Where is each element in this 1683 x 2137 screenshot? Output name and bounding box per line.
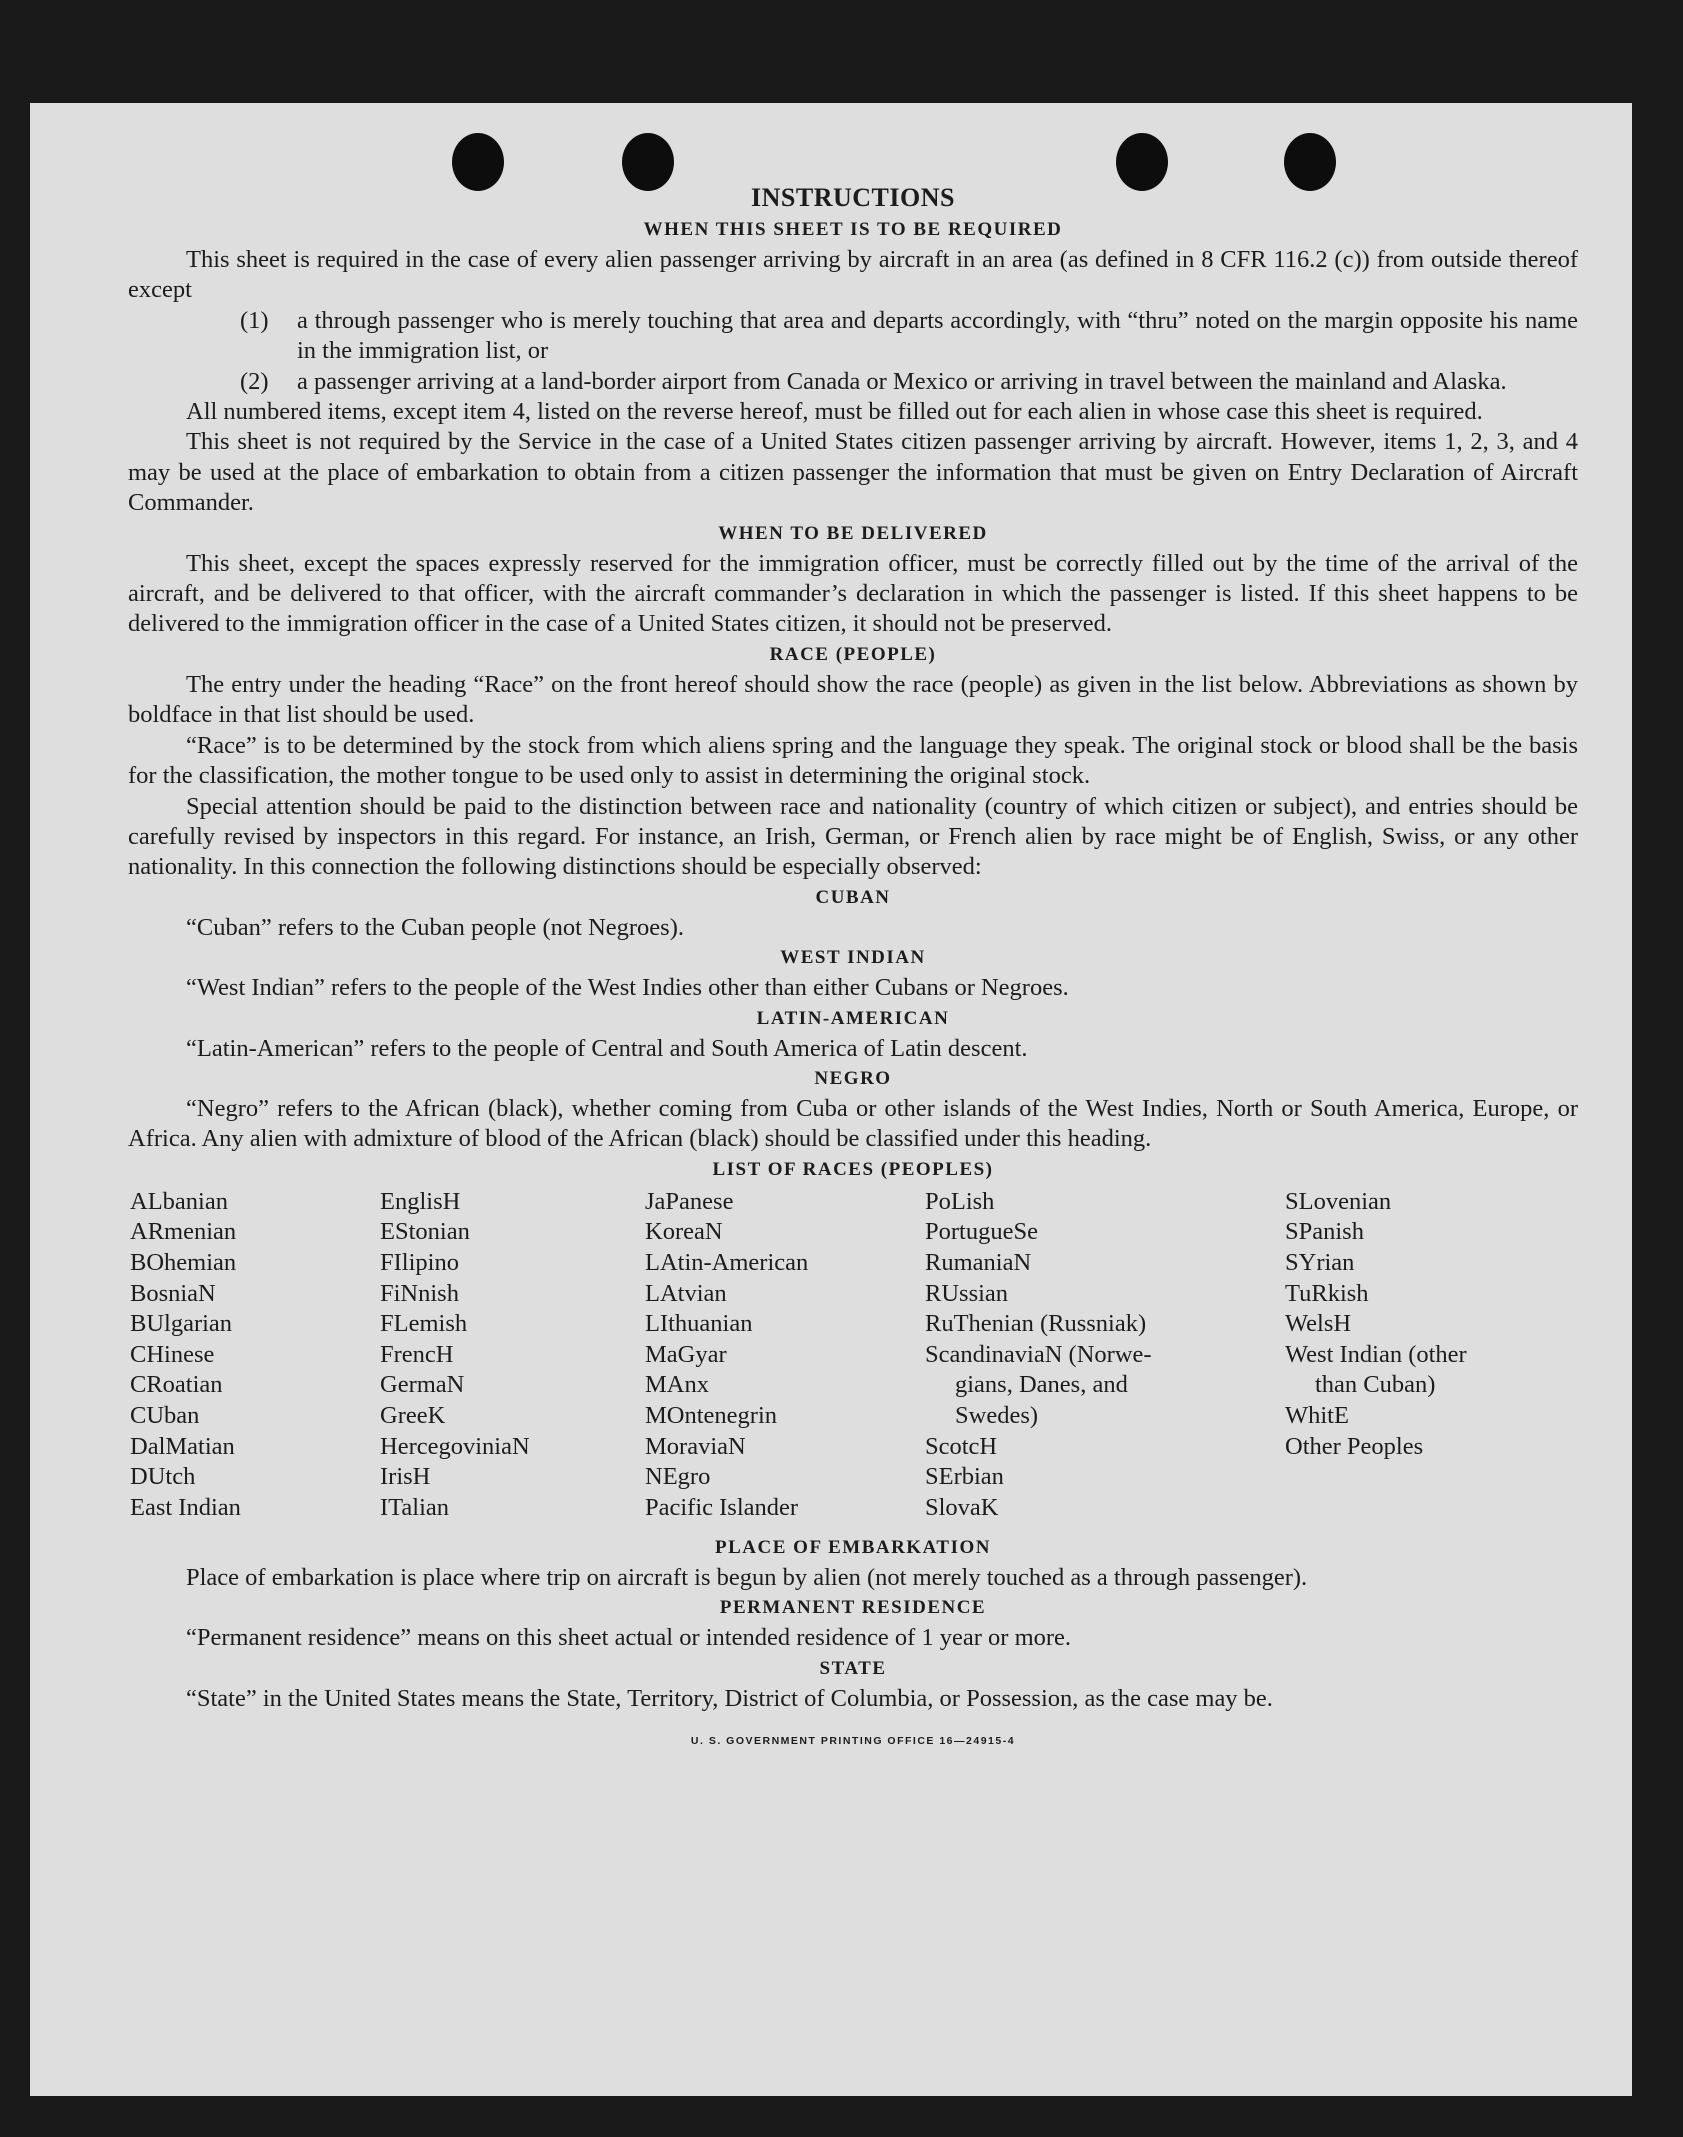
instructions-content [128, 181, 1578, 1756]
race-entry: SLovenian [1285, 1187, 1392, 1215]
paragraph: This sheet is required in the case of every alien passenger arriving by aircraft in an area (as defined in 8 CFR 116.2 (c)) from outside thereof except [128, 246, 1578, 304]
document-page [30, 103, 1632, 2096]
race-column [645, 1187, 808, 1524]
race-entry: Other Peoples [1285, 1432, 1424, 1460]
paragraph: “Permanent residence” means on this sheet actual or intended residence of 1 year or more. [186, 1624, 1072, 1652]
race-entry: RuThenian (Russniak) [925, 1310, 1147, 1338]
race-entry: LIthuanian [645, 1310, 753, 1338]
race-entry: BosniaN [130, 1279, 216, 1307]
race-entry: NEgro [645, 1463, 711, 1491]
section-heading-latin-american: LATIN-AMERICAN [756, 1007, 950, 1029]
race-entry: FiNnish [380, 1279, 459, 1307]
paragraph: Special attention should be paid to the distinction between race and nationality (country of which citizen or subject), and entries should be carefully revised by inspectors in this regard. For instance, an Irish, German, or French alien by race might be of English, Swiss, or any other nationality. In this connection the following distinctions should be especially observed: [128, 792, 1578, 881]
race-column [1285, 1187, 1467, 1462]
race-entry: EStonian [380, 1218, 470, 1246]
race-entry: Pacific Islander [645, 1493, 799, 1521]
paragraph: “Cuban” refers to the Cuban people (not Negroes). [186, 913, 684, 941]
paragraph: “Race” is to be determined by the stock from which aliens spring and the language they speak. The original stock or blood shall be the basis for the classification, the mother tongue to be used only to assist in determining the original stock. [128, 731, 1578, 790]
paragraph: “State” in the United States means the State, Territory, District of Columbia, or Possession, as the case may be. [186, 1684, 1273, 1712]
race-entry: ALbanian [130, 1187, 228, 1215]
race-entry: FIlipino [380, 1248, 459, 1276]
item-text: a through passenger who is merely touching that area and departs accordingly, with “thru” noted on the margin opposite his name in the immigration list, or [297, 306, 1578, 365]
printer-footer: U. S. GOVERNMENT PRINTING OFFICE 16—24915-4 [690, 1734, 1016, 1747]
race-entry: MoraviaN [645, 1432, 746, 1460]
race-entry: GreeK [380, 1401, 446, 1429]
paragraph: “Negro” refers to the African (black), whether coming from Cuba or other islands of the West Indies, North or South America, Europe, or Africa. Any alien with admixture of blood of the African (black) should be classified under this heading. [128, 1094, 1578, 1153]
race-entry: CRoatian [130, 1371, 223, 1399]
paragraph: All numbered items, except item 4, listed on the reverse hereof, must be filled out for each alien in whose case this sheet is required. [186, 398, 1483, 426]
paragraph: This sheet is not required by the Service in the case of a United States citizen passenger arriving by aircraft. However, items 1, 2, 3, and 4 may be used at the place of embarkation to obtain from a citizen passenger the information that must be given on Entry Declaration of Aircraft Commander. [128, 428, 1578, 517]
race-entry: DalMatian [130, 1432, 235, 1460]
race-entry: PoLish [925, 1187, 995, 1215]
section-heading-required: WHEN THIS SHEET IS TO BE REQUIRED [643, 219, 1063, 240]
section-heading-cuban: CUBAN [815, 886, 891, 908]
section-heading-residence: PERMANENT RESIDENCE [719, 1597, 987, 1619]
race-column [130, 1187, 241, 1524]
item-text: a passenger arriving at a land-border airport from Canada or Mexico or arriving in travel between the mainland and Alaska. [297, 367, 1507, 395]
race-entry: Swedes) [955, 1401, 1039, 1429]
race-entry: BOhemian [130, 1248, 237, 1276]
race-entry: GermaN [380, 1371, 465, 1399]
section-heading-race: RACE (PEOPLE) [769, 643, 937, 665]
race-entry: JaPanese [645, 1187, 734, 1215]
paragraph: This sheet, except the spaces expressly reserved for the immigration officer, must be correctly filled out by the time of the arrival of the aircraft, and be delivered to that officer, with the aircraft commander’s declaration in which the passenger is listed. If this sheet happens to be delivered to the immigration officer in the case of a United States citizen, it should not be preserved. [128, 549, 1578, 638]
section-heading-delivered: WHEN TO BE DELIVERED [718, 522, 988, 544]
race-entry: MOntenegrin [645, 1401, 777, 1429]
section-heading-embarkation: PLACE OF EMBARKATION [715, 1536, 991, 1558]
race-entry: LAtvian [645, 1279, 727, 1307]
paragraph: The entry under the heading “Race” on the front hereof should show the race (people) as given in the list below. Abbreviations as shown by boldface in that list should be used. [128, 670, 1578, 729]
item-number: (1) [240, 306, 269, 334]
paragraph: Place of embarkation is place where trip on aircraft is begun by alien (not merely touched as a through passenger). [186, 1563, 1308, 1591]
race-column [925, 1187, 1152, 1524]
list-item [128, 367, 1578, 397]
item-number: (2) [240, 367, 269, 395]
paragraph: “West Indian” refers to the people of the West Indies other than either Cubans or Negroes. [186, 974, 1069, 1002]
list-item [128, 306, 1578, 367]
race-entry: East Indian [130, 1493, 241, 1521]
race-entry: FrencH [380, 1340, 454, 1368]
race-list [130, 1187, 1578, 1527]
race-entry: IrisH [380, 1463, 431, 1491]
race-list-heading: LIST OF RACES (PEOPLES) [712, 1158, 994, 1180]
section-heading-state: STATE [819, 1657, 887, 1679]
race-entry: HercegoviniaN [380, 1432, 530, 1460]
race-entry: BUlgarian [130, 1310, 233, 1338]
race-entry: ScotcH [925, 1432, 998, 1460]
race-entry: than Cuban) [1315, 1371, 1436, 1399]
paragraph: “Latin-American” refers to the people of Central and South America of Latin descent. [186, 1034, 1028, 1062]
race-entry: WelsH [1285, 1310, 1352, 1338]
race-entry: KoreaN [645, 1218, 723, 1246]
race-entry: DUtch [130, 1463, 196, 1491]
race-entry: MAnx [645, 1371, 709, 1399]
race-entry: SPanish [1285, 1218, 1364, 1246]
race-entry: SlovaK [925, 1493, 999, 1521]
race-entry: EnglisH [380, 1187, 461, 1215]
race-entry: CUban [130, 1401, 200, 1429]
race-entry: ITalian [380, 1493, 450, 1521]
race-entry: RUssian [925, 1279, 1009, 1307]
race-entry: SYrian [1285, 1248, 1355, 1276]
race-entry: WhitE [1285, 1401, 1349, 1429]
race-entry: PortugueSe [925, 1218, 1038, 1246]
section-heading-negro: NEGRO [814, 1067, 892, 1089]
race-column [380, 1187, 530, 1524]
race-entry: West Indian (other [1285, 1340, 1467, 1368]
section-heading-west-indian: WEST INDIAN [780, 947, 926, 969]
race-entry: FLemish [380, 1310, 468, 1338]
race-entry: CHinese [130, 1340, 215, 1368]
race-entry: LAtin-American [645, 1248, 809, 1276]
race-entry: SErbian [925, 1463, 1004, 1491]
race-entry: gians, Danes, and [955, 1371, 1128, 1399]
race-entry: RumaniaN [925, 1248, 1032, 1276]
race-entry: MaGyar [645, 1340, 727, 1368]
race-entry: ScandinaviaN (Norwe- [925, 1340, 1152, 1368]
page-title: INSTRUCTIONS [751, 183, 955, 212]
race-entry: ARmenian [130, 1218, 237, 1246]
race-entry: TuRkish [1285, 1279, 1369, 1307]
